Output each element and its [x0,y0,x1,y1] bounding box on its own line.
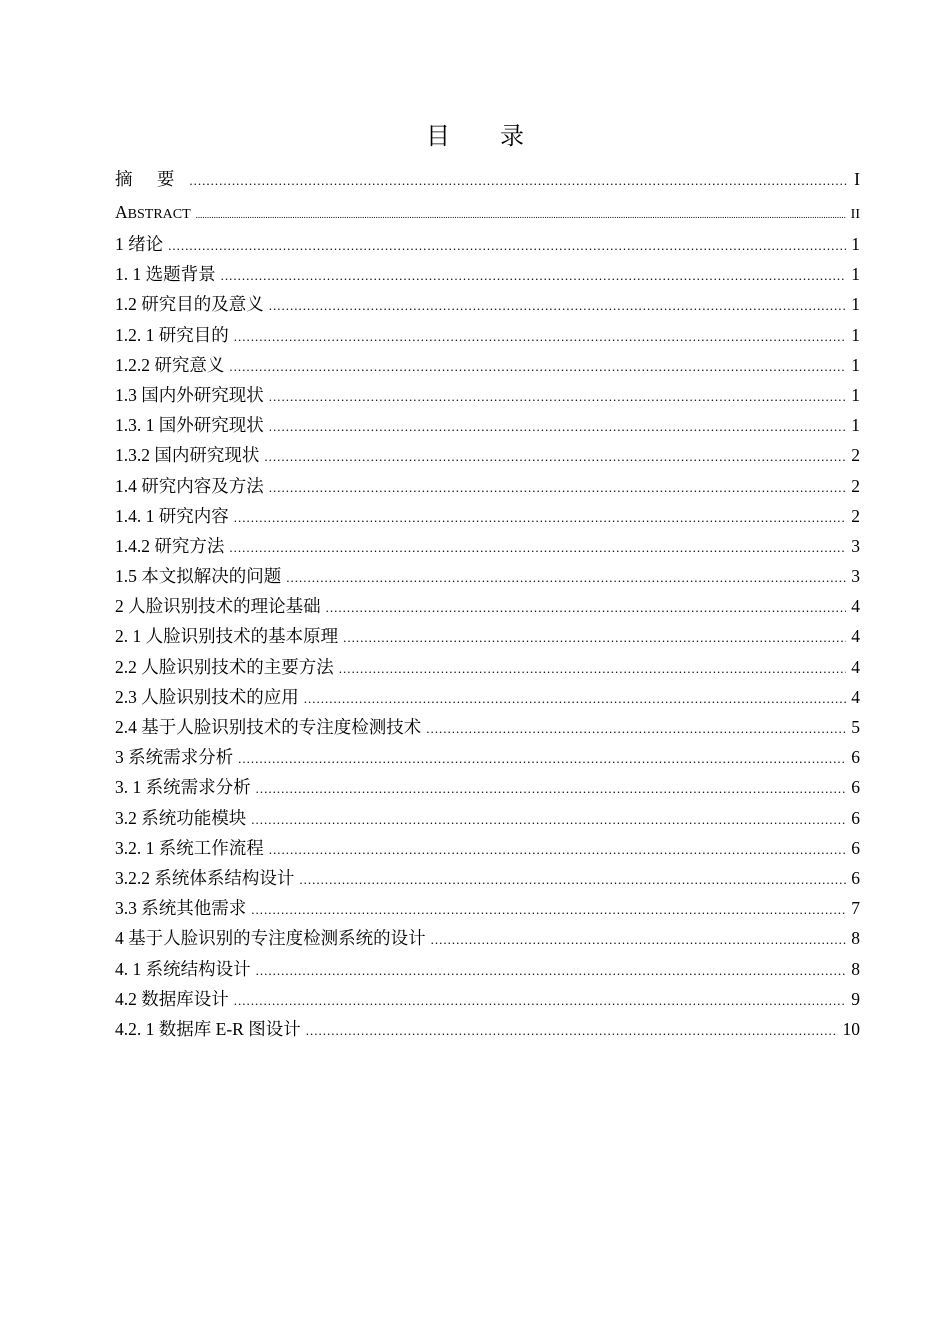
toc-entry[interactable] [115,863,860,893]
toc-leader-dots [256,956,847,986]
toc-entry[interactable] [115,1014,860,1044]
toc-entry-label: 3.2 系统功能模块 [115,807,247,828]
toc-entry-label: ABSTRACT [115,202,191,222]
toc-leader-dots [326,593,847,623]
toc-entry-page: I [854,169,860,189]
toc-entry[interactable] [115,440,860,470]
toc-entry[interactable] [115,712,860,742]
table-of-contents [115,163,860,1044]
toc-leader-dots [256,774,847,804]
toc-entry-page: 1 [851,354,860,375]
toc-entry-page: 6 [851,807,860,828]
toc-entry[interactable] [115,803,860,833]
toc-entry-page: 4 [851,656,860,677]
toc-entry-page: 6 [851,747,860,768]
toc-leader-dots [251,895,846,925]
toc-entry-page: 3 [851,535,860,556]
toc-entry-label: 1.3.2 国内研究现状 [115,445,260,466]
toc-entry-page: 6 [851,837,860,858]
toc-entry-page: 2 [851,475,860,496]
toc-entry[interactable] [115,652,860,682]
toc-entry-label: 4. 1 系统结构设计 [115,958,251,979]
toc-entry[interactable] [115,591,860,621]
toc-entry-label: 1.2 研究目的及意义 [115,294,264,315]
toc-entry-abstract-cn[interactable] [115,163,860,196]
toc-leader-dots [269,382,847,412]
toc-entry-label: 1.2.2 研究意义 [115,354,225,375]
toc-entry[interactable] [115,531,860,561]
toc-entry-label: 1.3. 1 国外研究现状 [115,415,264,436]
toc-entry[interactable] [115,320,860,350]
toc-leader-dots [286,563,846,593]
toc-leader-dots [426,714,846,744]
toc-entry[interactable] [115,984,860,1014]
toc-leader-dots [229,533,846,563]
toc-entry-label: 4 基于人脸识别的专注度检测系统的设计 [115,928,426,949]
toc-entry[interactable] [115,471,860,501]
toc-entry-label: 2.3 人脸识别技术的应用 [115,686,299,707]
toc-entry-label: 1.5 本文拟解决的问题 [115,566,282,587]
toc-entry[interactable] [115,954,860,984]
toc-entry-page: 6 [851,777,860,798]
toc-entry-label: 2. 1 人脸识别技术的基本原理 [115,626,339,647]
toc-entry-page: 4 [851,596,860,617]
toc-leader-dots [234,503,847,533]
toc-entry-label: 2.4 基于人脸识别技术的专注度检测技术 [115,717,422,737]
toc-entry-label: 3.2. 1 系统工作流程 [115,837,264,858]
page-title: 目 录 [426,124,546,150]
toc-entry[interactable] [115,410,860,440]
toc-leader-dots [168,231,846,261]
toc-entry-page: 4 [851,626,860,647]
toc-entry-page: 1 [851,234,860,254]
toc-entry-label: 2 人脸识别技术的理论基础 [115,596,321,617]
toc-entry-label: 3 系统需求分析 [115,747,234,768]
toc-entry-label: 1.4. 1 研究内容 [115,505,229,526]
toc-entry-abstract-en[interactable] [115,196,860,229]
toc-leader-dots [196,199,846,232]
toc-entry[interactable] [115,923,860,953]
toc-entry[interactable] [115,682,860,712]
toc-entry-label: 1.2. 1 研究目的 [115,324,229,345]
toc-entry[interactable] [115,561,860,591]
toc-leader-dots [221,261,847,291]
toc-entry-page: 1 [851,324,860,345]
toc-entry[interactable] [115,501,860,531]
toc-entry[interactable] [115,380,860,410]
toc-entry-page: 2 [851,505,860,526]
toc-leader-dots [339,654,847,684]
toc-leader-dots [304,684,847,714]
toc-entry-label: 1.4.2 研究方法 [115,535,225,556]
toc-entry-page: 2 [851,445,860,466]
toc-leader-dots [269,291,847,321]
toc-entry-page: 1 [851,294,860,315]
toc-entry-page: 9 [851,988,860,1009]
toc-leader-dots [269,412,847,442]
toc-entry-label: 1 绪论 [115,234,164,254]
toc-leader-dots [343,623,846,653]
toc-entry[interactable] [115,289,860,319]
toc-entry-page: II [850,207,860,222]
toc-leader-dots [299,865,846,895]
toc-entry-page: 10 [842,1018,860,1039]
toc-leader-dots [238,744,846,774]
toc-leader-dots [269,473,847,503]
toc-entry-page: 6 [851,867,860,888]
toc-entry-label: 摘 要 [115,169,185,189]
toc-entry-page: 3 [851,566,860,587]
toc-entry-label: 2.2 人脸识别技术的主要方法 [115,656,334,677]
toc-entry-label: 1.4 研究内容及方法 [115,475,264,496]
toc-leader-dots [306,1016,838,1046]
toc-entry-label: 1.3 国内外研究现状 [115,384,264,405]
toc-entry-label: 3. 1 系统需求分析 [115,777,251,798]
toc-entry[interactable] [115,893,860,923]
toc-entry[interactable] [115,229,860,259]
toc-entry-page: 1 [851,264,860,285]
toc-leader-dots [269,835,847,865]
toc-entry[interactable] [115,350,860,380]
toc-entry[interactable] [115,772,860,802]
toc-entry-page: 8 [851,928,860,949]
toc-leader-dots [234,986,847,1016]
toc-leader-dots [431,925,847,955]
toc-entry-label: 1. 1 选题背景 [115,264,216,285]
toc-leader-dots [229,352,846,382]
toc-entry-page: 1 [851,415,860,436]
toc-entry-page: 4 [851,686,860,707]
toc-entry[interactable] [115,833,860,863]
toc-leader-dots [251,805,846,835]
toc-entry-label: 3.2.2 系统体系结构设计 [115,867,295,888]
toc-entry[interactable] [115,742,860,772]
toc-entry-label: 3.3 系统其他需求 [115,898,247,919]
toc-entry[interactable] [115,621,860,651]
toc-entry-page: 8 [851,958,860,979]
toc-leader-dots [234,322,847,352]
toc-entry[interactable] [115,259,860,289]
toc-leader-dots [189,164,849,197]
toc-entry-label: 4.2. 1 数据库 E-R 图设计 [115,1018,301,1039]
toc-leader-dots [264,442,846,472]
toc-entry-page: 7 [851,898,860,919]
toc-entry-label: 4.2 数据库设计 [115,988,229,1009]
toc-entry-page: 1 [851,384,860,405]
toc-entry-page: 5 [851,717,860,737]
